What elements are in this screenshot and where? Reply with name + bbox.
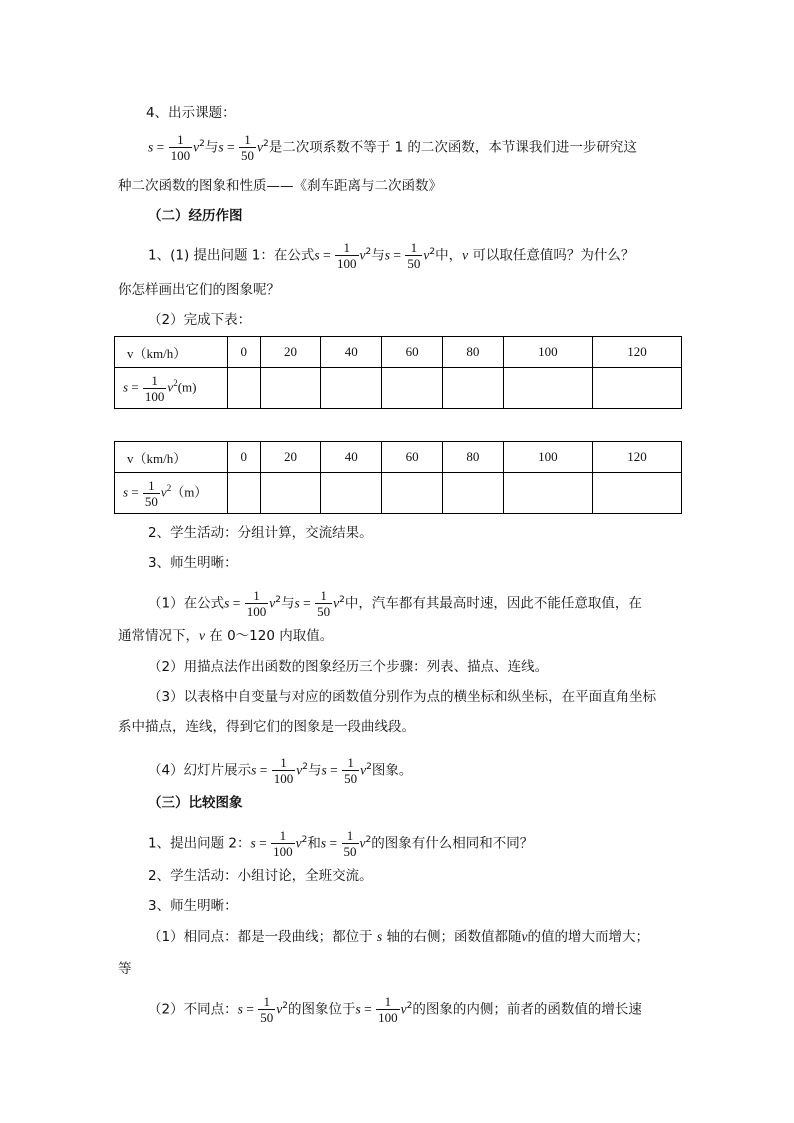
paragraph-topic-formula xyxy=(148,132,637,163)
conjunction: 和 xyxy=(307,835,321,852)
question-1-cont-text: 你怎样画出它们的图象呢？ xyxy=(118,282,280,298)
paragraph-question-1-cont xyxy=(118,280,280,300)
table-2-value-row xyxy=(115,473,682,514)
paragraph-complete-table xyxy=(148,310,251,330)
var-s: s xyxy=(376,929,383,944)
table-1-head-cell: v（km/h） xyxy=(115,337,228,368)
table-2-col: 120 xyxy=(592,442,681,473)
paragraph-clarify-1-item-3 xyxy=(148,687,656,707)
table-1-col: 100 xyxy=(503,337,592,368)
paragraph-clarify-1-item-4: （4）幻灯片展示s = $\frac{1}{100}$ $v^2$与s = $\frac{1}{50}$ $v^2$图象。 xyxy=(148,755,413,786)
value-table-1 xyxy=(114,336,682,409)
item-tail: 中，汽车都有其最高时速，因此不能任意取值，在 xyxy=(344,595,642,612)
paragraph-student-activity-1 xyxy=(148,523,373,543)
conjunction: 与 xyxy=(280,595,295,612)
equals-sign: = xyxy=(223,139,239,155)
table-2-col: 60 xyxy=(382,442,443,473)
item-tail: 在 0～120 内取值。 xyxy=(205,628,334,644)
topic-continued-text: 种二次函数的图象和性质——《刹车距离与二次函数》 xyxy=(118,178,442,194)
question-1-tail2: 可以取任意值吗？为什么？ xyxy=(468,247,635,264)
item-3-cont-text: 系中描点，连线，得到它们的图象是一段曲线段。 xyxy=(118,719,415,735)
table-1-empty-cell[interactable] xyxy=(260,368,321,409)
fraction-1-50: $\frac{1}{50}$ xyxy=(407,240,421,271)
paragraph-clarify-1-item-2 xyxy=(148,657,548,677)
student-activity-1-text: 2、学生活动：分组计算，交流结果。 xyxy=(148,525,373,541)
fraction-1-50: $\frac{1}{50}$ xyxy=(344,755,358,786)
paragraph-clarify-1-item-1-cont: 通常情况下，v 在 0～120 内取值。 xyxy=(118,628,334,644)
clarify-2-text: 3、师生明晰： xyxy=(148,898,238,914)
differences-tail: 的图象的内侧；前者的函数值的增长速 xyxy=(412,1001,642,1018)
table-2-empty-cell[interactable] xyxy=(443,473,504,514)
section-heading-3 xyxy=(148,793,243,813)
item-2-text: （2）用描点法作出函数的图象经历三个步骤：列表、描点、连线。 xyxy=(148,659,549,675)
table-1-empty-cell[interactable] xyxy=(382,368,443,409)
student-activity-2-text: 2、学生活动：小组讨论，全班交流。 xyxy=(148,868,373,884)
table-2-empty-cell[interactable] xyxy=(382,473,443,514)
section-heading-3-text: （三）比较图象 xyxy=(148,795,243,811)
var-s: s xyxy=(148,139,154,155)
question-2-tail: 的图象有什么相同和不同？ xyxy=(371,835,534,852)
table-2-empty-cell[interactable] xyxy=(260,473,321,514)
fraction-1-50: $\frac{1}{50}$ xyxy=(260,994,274,1025)
table-1-col: 60 xyxy=(382,337,443,368)
exponent: 2 xyxy=(199,139,205,149)
table-1-empty-cell[interactable] xyxy=(321,368,382,409)
question-2-lead: 1、提出问题 2： xyxy=(148,835,251,852)
table-1-empty-cell[interactable] xyxy=(443,368,504,409)
paragraph-topic-continued xyxy=(118,176,442,196)
paragraph-student-activity-2 xyxy=(148,866,373,886)
paragraph-clarify-1-item-3-cont xyxy=(118,717,415,737)
table-2-empty-cell[interactable] xyxy=(321,473,382,514)
fraction-1-100: $\frac{1}{100}$ xyxy=(170,132,191,163)
topic-description: 是二次项系数不等于 1 的二次函数，本节课我们进一步研究这 xyxy=(268,139,637,156)
fraction-1-50: $\frac{1}{50}$ xyxy=(343,828,357,859)
fraction-1-50: $\frac{1}{50}$ xyxy=(317,588,331,619)
item-tail: 图象。 xyxy=(371,762,413,779)
fraction-1-100: $\frac{1}{100}$ xyxy=(378,994,398,1025)
table-2-col: 100 xyxy=(503,442,592,473)
paragraph-similarities-cont xyxy=(118,959,132,979)
value-table-2 xyxy=(114,441,682,514)
similarities-lead: （1）相同点：都是一段曲线；都位于 xyxy=(148,929,377,945)
table-1-formula-cell: s = $\frac{1}{100}$ $v^2(m)$ xyxy=(115,368,228,409)
paragraph-differences: （2）不同点：s = $\frac{1}{50}$ $v^2$的图象位于s = $\frac{1}{100}$ $v^2$的图象的内侧；前者的函数值的增长速 xyxy=(148,994,642,1025)
table-1-value-row xyxy=(115,368,682,409)
question-1-tail: 中， xyxy=(435,247,463,264)
paragraph-question-1: 1、(1) 提出问题 1：在公式s = $\frac{1}{100}$ $v^2$与s = $\frac{1}{50}$ $v^2$中，v 可以取任意值吗？为什么？ xyxy=(148,240,635,271)
fraction-1-100: $\frac{1}{100}$ xyxy=(337,240,357,271)
table-1-empty-cell[interactable] xyxy=(503,368,592,409)
item-lead: 通常情况下， xyxy=(118,628,199,644)
section-heading-2 xyxy=(148,206,243,226)
question-1-lead: 1、(1) 提出问题 1：在公式 xyxy=(148,247,315,264)
differences-mid: 的图象位于 xyxy=(287,1001,356,1018)
table-1-empty-cell[interactable] xyxy=(228,368,261,409)
table-1-header-row xyxy=(115,337,682,368)
var-s: s xyxy=(218,139,224,155)
paragraph-question-2: 1、提出问题 2：s = $\frac{1}{100}$ $v^2$和s = $\frac{1}{50}$ $v^2$的图象有什么相同和不同？ xyxy=(148,828,534,859)
item-lead: （4）幻灯片展示 xyxy=(148,762,252,779)
paragraph-similarities: （1）相同点：都是一段曲线；都位于 s 轴的右侧；函数值都随v的值的增大而增大； xyxy=(148,929,649,945)
fraction-1-100: $\frac{1}{100}$ xyxy=(246,588,267,619)
table-2-col: 40 xyxy=(321,442,382,473)
var-v: v xyxy=(193,139,200,155)
paragraph-topic-heading xyxy=(146,103,236,123)
complete-table-text: （2）完成下表： xyxy=(148,312,252,328)
similarities-mid: 轴的右侧；函数值都随 xyxy=(382,929,522,945)
conjunction: 与 xyxy=(371,247,385,264)
conjunction: 与 xyxy=(307,762,322,779)
similarities-cont-text: 等 xyxy=(118,961,132,977)
table-2-empty-cell[interactable] xyxy=(503,473,592,514)
table-1-col: 120 xyxy=(592,337,681,368)
section-heading-2-text: （二）经历作图 xyxy=(148,208,243,224)
clarify-1-text: 3、师生明晰： xyxy=(148,555,238,571)
equals-sign: = xyxy=(153,139,168,155)
item-3-text: （3）以表格中自变量与对应的函数值分别作为点的横坐标和纵坐标，在平面直角坐标 xyxy=(148,689,657,705)
table-1-col: 20 xyxy=(260,337,321,368)
item-lead: （1）在公式 xyxy=(148,595,225,612)
paragraph-clarify-1-item-1: （1）在公式s = $\frac{1}{100}$ $v^2$与s = $\frac{1}{50}$ $v^2$中，汽车都有其最高时速，因此不能任意取值，在 xyxy=(148,588,642,619)
table-2-header-row xyxy=(115,442,682,473)
table-1-col: 40 xyxy=(321,337,382,368)
paragraph-clarify-1 xyxy=(148,553,238,573)
fraction-1-100: $\frac{1}{100}$ xyxy=(273,828,293,859)
table-2-col: 20 xyxy=(260,442,321,473)
differences-lead: （2）不同点： xyxy=(148,1001,238,1018)
paragraph-clarify-2 xyxy=(148,896,238,916)
table-2-formula-cell: s = $\frac{1}{50}$ $v^2(m)$ xyxy=(115,473,228,514)
table-2-empty-cell[interactable] xyxy=(228,473,261,514)
exponent: 2 xyxy=(263,139,269,149)
table-1-col: 0 xyxy=(228,337,261,368)
table-1-col: 80 xyxy=(443,337,504,368)
table-2-empty-cell[interactable] xyxy=(592,473,681,514)
table-2-col: 80 xyxy=(443,442,504,473)
fraction-1-100: $\frac{1}{100}$ xyxy=(273,755,294,786)
conjunction: 与 xyxy=(204,139,219,156)
table-2-col: 0 xyxy=(228,442,261,473)
topic-heading-text: 4、出示课题： xyxy=(146,105,236,121)
table-1-empty-cell[interactable] xyxy=(592,368,681,409)
similarities-tail: 的值的增大而增大； xyxy=(527,929,649,945)
fraction-1-50: $\frac{1}{50}$ xyxy=(241,132,255,163)
var-v: v xyxy=(257,139,264,155)
table-2-head-cell: v（km/h） xyxy=(115,442,228,473)
